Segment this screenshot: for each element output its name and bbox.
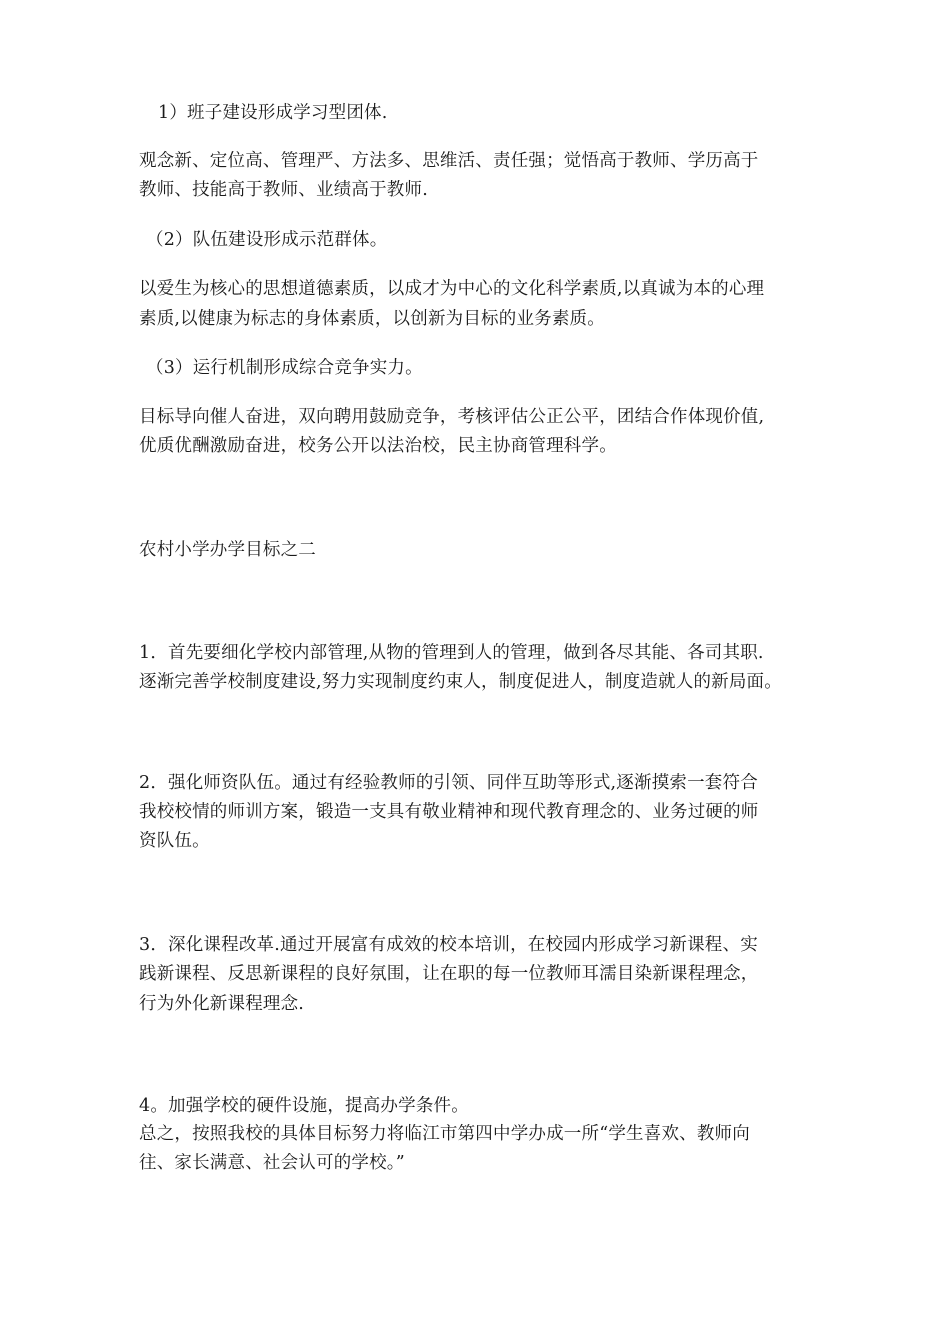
goal-4-line-2: 总之，按照我校的具体目标努力将临江市第四中学办成一所“学生喜欢、教师向 [139, 1124, 750, 1144]
goal-2-line-1: 2．强化师资队伍。通过有经验教师的引领、同伴互助等形式,逐渐摸索一套符合 [139, 773, 758, 793]
item3-body-line-1: 目标导向催人奋进，双向聘用鼓励竞争，考核评估公正公平，团结合作体现价值, [139, 407, 765, 427]
goal-3-line-1: 3．深化课程改革.通过开展富有成效的校本培训，在校园内形成学习新课程、实 [139, 935, 758, 955]
goal-1-line-2: 逐渐完善学校制度建设,努力实现制度约束人，制度促进人，制度造就人的新局面。 [139, 672, 782, 692]
goal-3-line-2: 践新课程、反思新课程的良好氛围，让在职的每一位教师耳濡目染新课程理念， [139, 964, 759, 984]
item1-body-line-1: 观念新、定位高、管理严、方法多、思维活、责任强；觉悟高于教师、学历高于 [139, 151, 759, 171]
section2-title: 农村小学办学目标之二 [139, 540, 316, 560]
goal-4-line-3: 往、家长满意、社会认可的学校。” [139, 1153, 405, 1173]
item1-body-line-2: 教师、技能高于教师、业绩高于教师. [139, 180, 428, 200]
item3-body-line-2: 优质优酬激励奋进，校务公开以法治校，民主协商管理科学。 [139, 436, 617, 456]
item2-heading: （2）队伍建设形成示范群体。 [146, 230, 388, 250]
goal-3-line-3: 行为外化新课程理念. [139, 994, 305, 1014]
item2-body-line-2: 素质,以健康为标志的身体素质，以创新为目标的业务素质。 [139, 309, 605, 329]
item3-heading: （3）运行机制形成综合竞争实力。 [146, 358, 423, 378]
goal-2-line-3: 资队伍。 [139, 831, 210, 851]
goal-2-line-2: 我校校情的师训方案，锻造一支具有敬业精神和现代教育理念的、业务过硬的师 [139, 802, 759, 822]
item1-heading: 1）班子建设形成学习型团体. [158, 103, 388, 123]
item2-body-line-1: 以爱生为核心的思想道德素质，以成才为中心的文化科学素质,以真诚为本的心理 [139, 279, 765, 299]
goal-4-line-1: 4。加强学校的硬件设施，提高办学条件。 [139, 1096, 469, 1116]
goal-1-line-1: 1．首先要细化学校内部管理,从物的管理到人的管理，做到各尽其能、各司其职. [139, 643, 764, 663]
